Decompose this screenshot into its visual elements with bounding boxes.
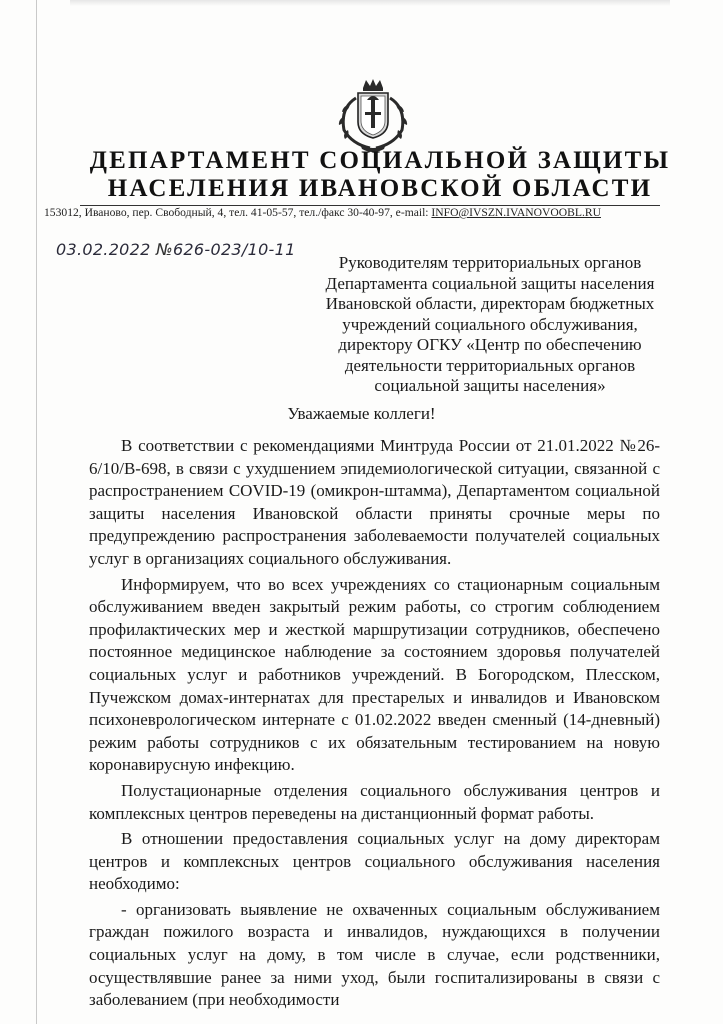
registration-number-label: № [156,240,173,259]
body-paragraph: Полустационарные отделения социального обслуживания центров и комплексных центров переведены на дистанционный формат работы. [89,780,660,823]
registration-number: 626-023/10-11 [172,240,296,259]
registration-date: 03.02.2022 [56,240,151,259]
scan-artifact [70,0,670,6]
addressee-block [290,253,690,397]
registration-line [56,240,296,259]
coat-of-arms-icon [330,78,416,152]
addressee-line: учреждений социального обслуживания, [342,314,638,334]
salutation: Уважаемые коллеги! [287,404,436,423]
addressee-line: Ивановской области, директорам бюджетных [325,294,655,313]
addressee-line: социальной защиты населения» [374,376,606,395]
body-paragraph: Информируем, что во всех учреждениях со стационарным социальным обслуживанием введен закрытый режим работы, со строгим соблюдением профилактических мер и жесткой маршрутизации сотрудников, обеспечено постоянное медицинское наблюдение за состоянием здоровья получателей социальных услуг и работников учреждений. В Богородском, Плесском, Пучежском домах-интернатах для престарелых и инвалидов и Ивановском психоневрологическом интернате с 01.02.2022 введен сменный (14-дневный) режим работы сотрудников с их обязательным тестированием на новую коронавирусную инфекцию. [89,574,660,775]
org-title-line-1: ДЕПАРТАМЕНТ СОЦИАЛЬНОЙ ЗАЩИТЫ [89,147,671,174]
contacts-text: 153012, Иваново, пер. Свободный, 4, тел. 41-05-57, тел./факс 30-40-97, e-mail: [44,206,432,219]
letter-body [89,435,660,1015]
body-paragraph: В соответствии с рекомендациями Минтруда России от 21.01.2022 №26-6/10/В-698, в связи с ухудшением эпидемиологической ситуации, связанной с распространением COVID-19 (омикрон-штамма), Департаментом социальной защиты населения Ивановской области приняты срочные меры по предупреждению распространения заболеваемости получателей социальных услуг в организациях социального обслуживания. [89,436,660,568]
addressee-line: директору ОГКУ «Центр по обеспечению [338,335,642,354]
addressee-line: Руководителям территориальных органов [338,253,642,272]
page-edge-line [36,0,37,1024]
email-link[interactable]: INFO@IVSZN.IVANOVOOBL.RU [431,206,601,219]
addressee-line: деятельности территориальных органов [344,355,636,375]
body-paragraph: - организовать выявление не охваченных социальным обслуживанием граждан пожилого возраста и инвалидов, нуждающихся в получении социальных услуг на дому, в том числе в случае, если родственники, осуществлявшие ранее за ними уход, были госпитализированы в связи с заболеванием (при необходимости [89,899,660,1010]
contacts-line [44,205,714,221]
addressee-line: Департамента социальной защиты населения [325,273,655,293]
org-title-line-2: НАСЕЛЕНИЯ ИВАНОВСКОЙ ОБЛАСТИ [107,175,653,202]
body-paragraph: В отношении предоставления социальных услуг на дому директорам центров и комплексных центров социального обслуживания населения необходимо: [89,829,660,894]
